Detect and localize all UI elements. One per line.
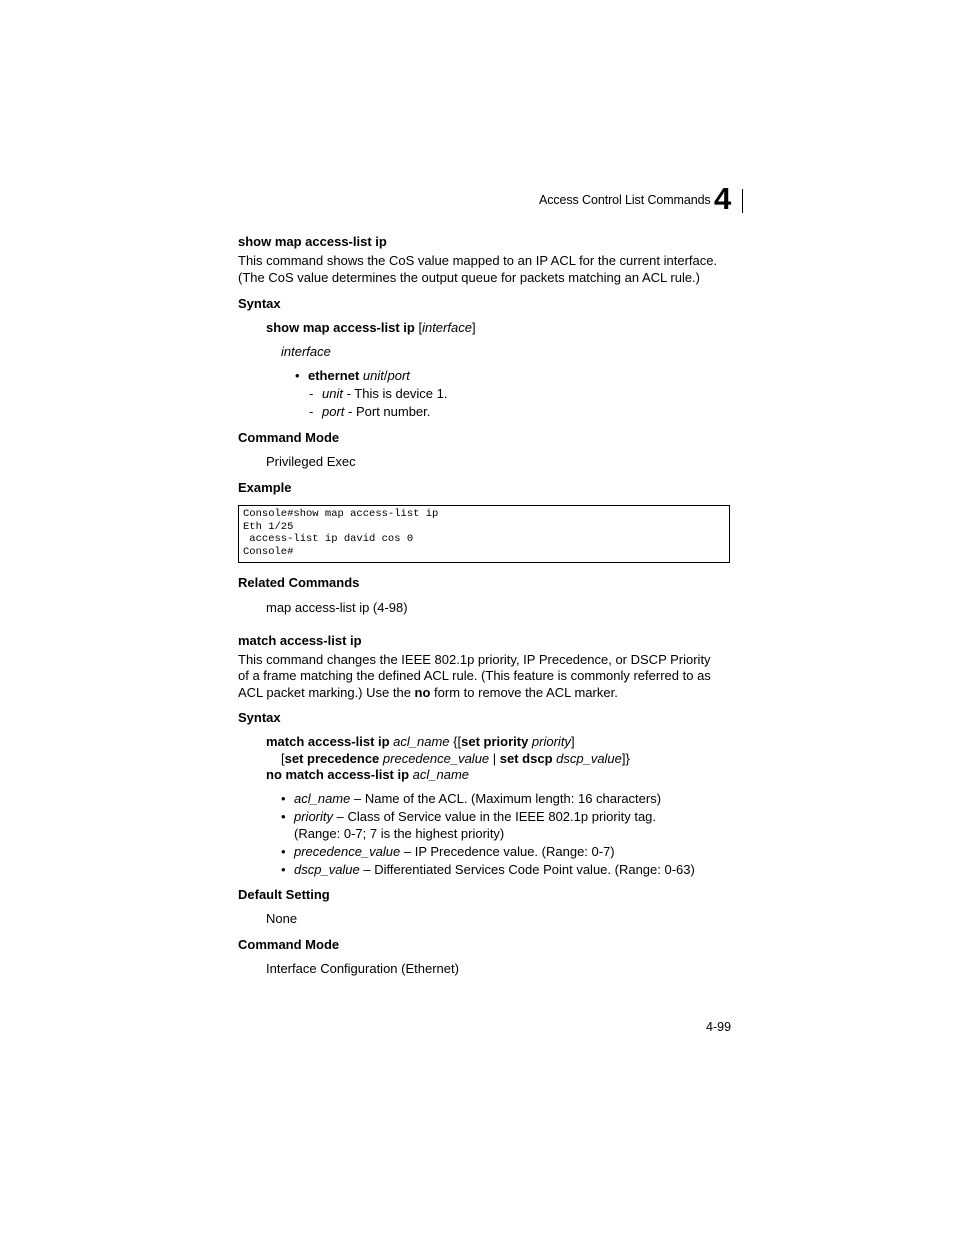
- bullet-priority-cont: (Range: 0-7; 7 is the highest priority): [294, 826, 505, 841]
- desc3-c: form to remove the ACL marker.: [430, 685, 618, 700]
- show-desc-line-1: This command shows the CoS value mapped to an IP ACL for the current interface.: [238, 253, 718, 268]
- match-syntax-line-1: [266, 733, 575, 750]
- param-name-interface: interface: [281, 344, 331, 359]
- syn3-cmd: no match access-list ip: [266, 767, 410, 782]
- bullet-glyph-3: •: [281, 844, 286, 859]
- sub-text-port: - Port number.: [344, 404, 431, 419]
- bullet-glyph: •: [295, 368, 300, 383]
- show-syntax-line: [266, 319, 476, 336]
- example-code: Console#show map access-list ip Eth 1/25 access-list ip david cos 0 Console#: [243, 508, 439, 558]
- slash: /: [383, 368, 388, 383]
- syn2-pipe: |: [489, 751, 500, 766]
- syntax-command: show map access-list ip: [266, 320, 415, 335]
- sub-text-unit: - This is device 1.: [342, 386, 448, 401]
- b1-param: acl_name: [294, 791, 351, 806]
- related-value: map access-list ip (4-98): [266, 600, 408, 615]
- match-desc-line-2: of a frame matching the defined ACL rule. (This feature is commonly referred to as: [238, 668, 711, 683]
- match-mode-heading: Command Mode: [238, 937, 340, 952]
- sub-item-unit: [322, 385, 448, 402]
- syntax-bracket-open: [: [414, 320, 423, 335]
- sub-param-port: port: [322, 404, 345, 419]
- bullet-glyph-1: •: [281, 791, 286, 806]
- syntax-param: interface: [422, 320, 472, 335]
- match-mode-value: Interface Configuration (Ethernet): [266, 961, 459, 976]
- dash-1: -: [309, 386, 314, 401]
- param-unit: unit: [362, 368, 384, 383]
- default-value: None: [266, 911, 298, 926]
- bullet-glyph-4: •: [281, 862, 286, 877]
- bullet-dscp: [294, 861, 695, 878]
- syn2-close: ]}: [621, 751, 630, 766]
- b2-param: priority: [294, 809, 334, 824]
- syn1-kw: set priority: [461, 734, 529, 749]
- b3-param: precedence_value: [294, 844, 401, 859]
- b4-param: dscp_value: [294, 862, 360, 877]
- match-syntax-line-2: [281, 750, 630, 767]
- chapter-number: 4: [714, 181, 732, 216]
- syn3-param: acl_name: [409, 767, 470, 782]
- example-code-box: [238, 505, 730, 563]
- page-number: 4-99: [706, 1020, 732, 1034]
- default-heading: Default Setting: [238, 887, 330, 902]
- bullet-precedence: [294, 843, 615, 860]
- syn1-close: ]: [570, 734, 575, 749]
- syn2-open: [: [281, 751, 285, 766]
- show-syntax-heading: Syntax: [238, 296, 281, 311]
- syn2-kw2: set dscp: [499, 751, 553, 766]
- related-heading: Related Commands: [238, 575, 360, 590]
- b1-text: – Name of the ACL. (Maximum length: 16 characters): [350, 791, 662, 806]
- bullet-glyph-2: •: [281, 809, 286, 824]
- sub-item-port: [322, 403, 430, 420]
- syntax-bracket-close: ]: [471, 320, 476, 335]
- match-desc-line-1: This command changes the IEEE 802.1p priority, IP Precedence, or DSCP Priority: [238, 652, 711, 667]
- sub-param-unit: unit: [322, 386, 343, 401]
- syn1-brace: {[: [449, 734, 462, 749]
- keyword-ethernet: ethernet: [308, 368, 360, 383]
- syn2-p2: dscp_value: [552, 751, 622, 766]
- bullet-priority: [294, 808, 656, 825]
- b2-text: – Class of Service value in the IEEE 802.1p priority tag.: [333, 809, 657, 824]
- syn2-p: precedence_value: [379, 751, 490, 766]
- example-heading: Example: [238, 480, 292, 495]
- show-mode-value: Privileged Exec: [266, 454, 356, 469]
- chapter-divider: [742, 189, 743, 213]
- bullet-ethernet: [308, 367, 410, 384]
- match-syntax-heading: Syntax: [238, 710, 281, 725]
- dash-2: -: [309, 404, 314, 419]
- match-syntax-line-3: [266, 766, 469, 783]
- show-desc-line-2: (The CoS value determines the output queue for packets matching an ACL rule.): [238, 270, 701, 285]
- desc3-a: ACL packet marking.) Use the: [238, 685, 415, 700]
- match-desc-line-3: [238, 684, 618, 701]
- bullet-acl-name: [294, 790, 661, 807]
- syn2-kw: set precedence: [284, 751, 380, 766]
- running-header-title: Access Control List Commands: [539, 193, 711, 207]
- param-port: port: [387, 368, 410, 383]
- section-title-show-map: show map access-list ip: [238, 234, 387, 249]
- show-mode-heading: Command Mode: [238, 430, 340, 445]
- desc3-no: no: [414, 685, 431, 700]
- section-title-match: match access-list ip: [238, 633, 362, 648]
- b4-text: – Differentiated Services Code Point value. (Range: 0-63): [359, 862, 695, 877]
- b3-text: – IP Precedence value. (Range: 0-7): [400, 844, 615, 859]
- syn1-p2: priority: [528, 734, 571, 749]
- syn1-param: acl_name: [389, 734, 450, 749]
- syn1-cmd: match access-list ip: [266, 734, 390, 749]
